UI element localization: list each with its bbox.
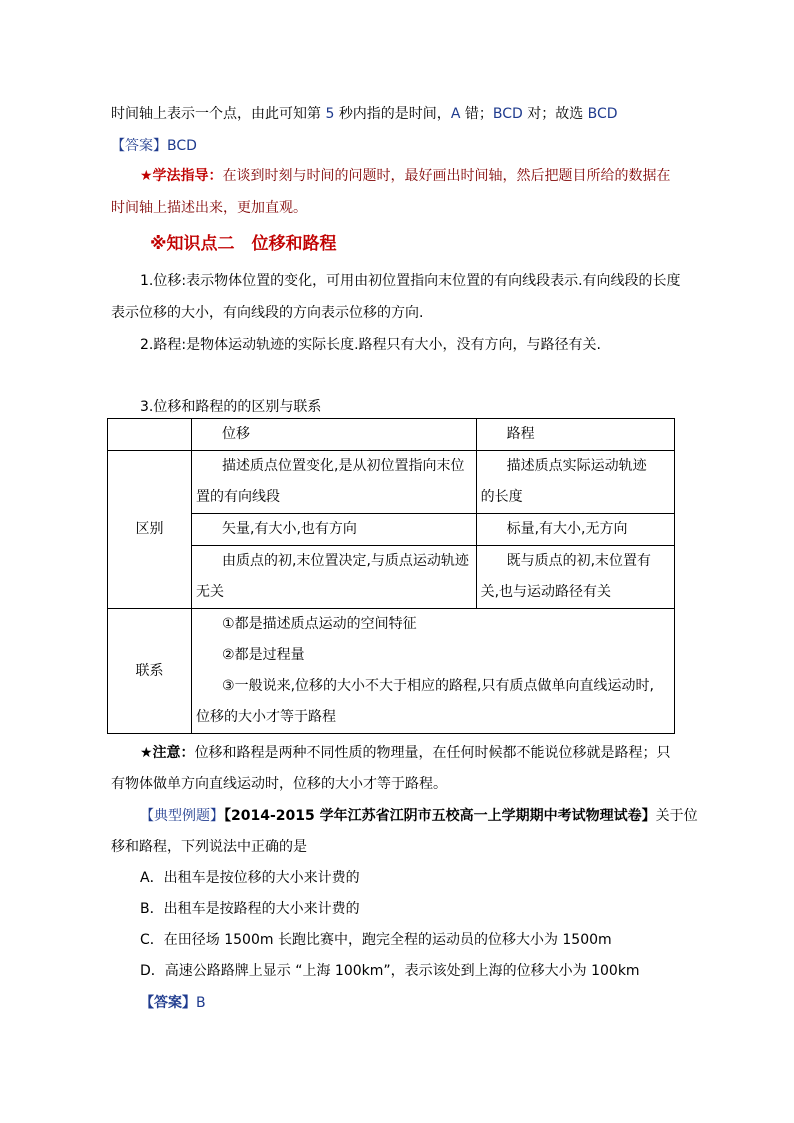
answer-label: 【答案】 (111, 138, 167, 154)
link-content: ①都是描述质点运动的空间特征 ②都是过程量 ③一般说来,位移的大小不大于相应的路程,只有质点做单向直线运动时, 位移的大小才等于路程 (192, 609, 675, 734)
diff-path-2: 标量,有大小,无方向 (476, 514, 674, 546)
point-1-line-2: 表示位移的大小，有向线段的方向表示位移的方向. (111, 305, 424, 321)
diff-displacement-2: 矢量,有大小,也有方向 (192, 514, 477, 546)
explanation-line: 时间轴上表示一个点，由此可知第 5 秒内指的是时间，A 错；BCD 对；故选 BCD (111, 106, 618, 122)
header-empty (108, 419, 192, 451)
table-header-row (108, 419, 675, 451)
example-line-1: 【典型例题】【2014-2015 学年江苏省江阴市五校高一上学期期中考试物理试卷】关于位 (140, 808, 698, 824)
header-path: 路程 (476, 419, 674, 451)
example-line-2: 移和路程，下列说法中正确的是 (111, 839, 307, 855)
section-heading: ※知识点二 位移和路程 (150, 234, 337, 254)
option-d: D．高速公路路牌上显示 “上海 100km”，表示该处到上海的位移大小为 100km (140, 963, 640, 979)
option-b: B．出租车是按路程的大小来计费的 (140, 901, 360, 917)
diff-path-3: 既与质点的初,末位置有 关,也与运动路径有关 (476, 546, 674, 609)
diff-displacement-3: 由质点的初,末位置决定,与质点运动轨迹 无关 (192, 546, 477, 609)
study-guide-line-1: ★学法指导：在谈到时刻与时间的问题时，最好画出时间轴，然后把题目所给的数据在 (140, 168, 671, 184)
answer-line-2 (140, 992, 206, 1012)
note-line-1: ★注意：位移和路程是两种不同性质的物理量，在任何时候都不能说位移就是路程；只 (140, 745, 671, 761)
table-row (108, 546, 675, 609)
diff-path-1: 描述质点实际运动轨迹 的长度 (476, 451, 674, 514)
comparison-table (107, 418, 675, 734)
table-row (108, 609, 675, 734)
table-row (108, 451, 675, 514)
note-line-2: 有物体做单方向直线运动时，位移的大小才等于路程。 (111, 776, 447, 792)
study-guide-label: ★学法指导： (140, 168, 223, 184)
note-label: ★注意： (140, 745, 195, 761)
diff-label: 区别 (108, 451, 192, 609)
answer-line-1 (111, 135, 197, 155)
link-label: 联系 (108, 609, 192, 734)
point-2: 2.路程:是物体运动轨迹的实际长度.路程只有大小，没有方向，与路径有关. (140, 337, 601, 353)
option-c: C．在田径场 1500m 长跑比赛中，跑完全程的运动员的位移大小为 1500m (140, 932, 612, 948)
table-row (108, 514, 675, 546)
point-3: 3.位移和路程的的区别与联系 (140, 399, 322, 415)
diff-displacement-1: 描述质点位置变化,是从初位置指向末位 置的有向线段 (192, 451, 477, 514)
study-guide-line-2: 时间轴上描述出来，更加直观。 (111, 200, 307, 216)
option-a: A．出租车是按位移的大小来计费的 (140, 870, 360, 886)
point-1-line-1: 1.位移:表示物体位置的变化，可用由初位置指向末位置的有向线段表示.有向线段的长度 (140, 273, 681, 289)
example-source: 【2014-2015 学年江苏省江阴市五校高一上学期期中考试物理试卷】 (224, 808, 656, 824)
answer-value: B (196, 995, 206, 1011)
example-label: 【典型例题】 (140, 808, 224, 824)
header-displacement: 位移 (192, 419, 477, 451)
answer-label: 【答案】 (140, 995, 196, 1011)
answer-value: BCD (167, 138, 197, 154)
